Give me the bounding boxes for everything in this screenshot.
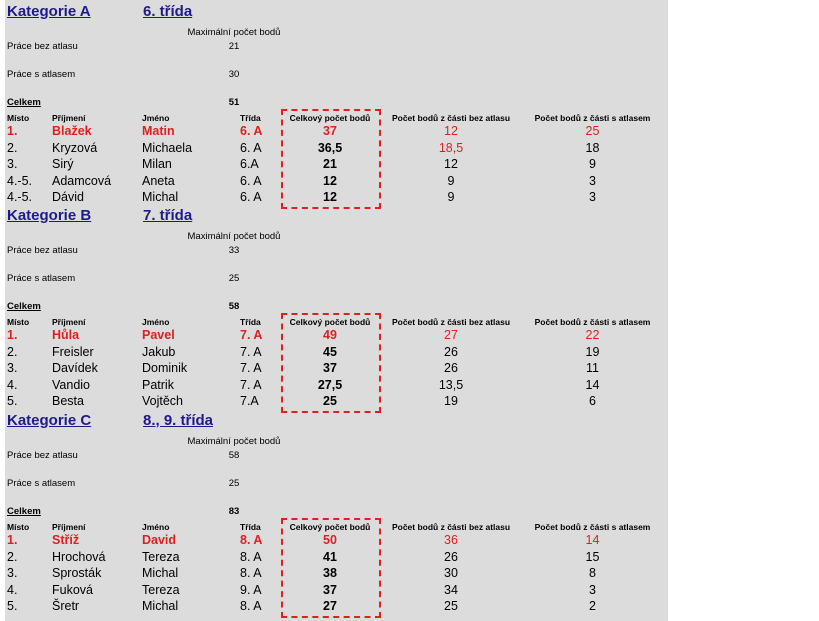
cat0-row1-prijmeni: Kryzová (52, 140, 98, 155)
cat0-row0-jmeno: Matin (142, 124, 175, 138)
cat0-row1-bez: 18,5 (438, 140, 464, 155)
cat1-row3-trida: 7. A (240, 377, 262, 392)
cat0-celkem-label: Celkem (7, 97, 41, 108)
cat0-row0-prijmeni: Blažek (52, 124, 92, 138)
cat2-row1-bez: 26 (444, 549, 458, 564)
cat2-row1-jmeno: Tereza (142, 549, 180, 564)
cat1-row4-jmeno: Vojtěch (142, 394, 184, 408)
cat2-title: Kategorie C (7, 412, 92, 429)
cat0-row1-trida: 6. A (240, 140, 262, 155)
cat2-hdr-misto: Místo (7, 522, 30, 532)
cat1-hdr-jmeno: Jméno (142, 317, 170, 327)
cat1-s-label: Práce s atlasem (7, 273, 76, 284)
cat2-hdr-celkovy: Celkový počet bodů (289, 522, 371, 532)
cat1-row1-trida: 7. A (240, 344, 262, 359)
cat1-row4-bez: 19 (444, 394, 458, 408)
cat2-row1-trida: 8. A (240, 549, 262, 564)
cat1-row2-bez: 26 (444, 361, 458, 375)
cat0-max-bez: 21 (228, 41, 240, 52)
cat0-title: Kategorie A (7, 3, 91, 20)
cat2-hdr-trida: Třída (240, 522, 261, 532)
cat1-row1-celkovy: 45 (323, 344, 337, 359)
cat0-row3-trida: 6. A (240, 173, 262, 188)
cat1-row0-misto: 1. (7, 328, 18, 342)
cat1-hdr-celkovy: Celkový počet bodů (289, 317, 371, 327)
cat0-row2-trida: 6.A (240, 157, 259, 171)
cat0-row0-trida: 6. A (240, 124, 263, 138)
cat0-row3-celkovy: 12 (323, 173, 337, 188)
cat1-title: Kategorie B (7, 207, 92, 224)
cat1-row2-jmeno: Dominik (142, 361, 188, 375)
cat1-max-s: 25 (228, 273, 240, 284)
cat0-row4-misto: 4.-5. (7, 190, 33, 204)
cat0-hdr-prijmeni: Příjmení (52, 113, 86, 123)
cat1-row2-prijmeni: Davídek (52, 361, 98, 375)
cat2-hdr-bez: Počet bodů z části bez atlasu (391, 522, 511, 532)
cat2-max-total: 83 (228, 506, 240, 517)
cat2-row3-trida: 9. A (240, 582, 262, 597)
cat2-row4-trida: 8. A (240, 599, 262, 613)
cat2-row0-s: 14 (585, 533, 600, 547)
cat2-row4-s: 2 (589, 599, 596, 613)
cat0-row0-s: 25 (585, 124, 600, 138)
cat1-row1-jmeno: Jakub (142, 344, 176, 359)
cat0-row4-jmeno: Michal (142, 190, 179, 204)
cat1-row1-bez: 26 (444, 344, 458, 359)
cat0-hdr-trida: Třída (240, 113, 261, 123)
cat2-row0-celkovy: 50 (323, 533, 337, 547)
cat1-row0-s: 22 (585, 328, 600, 342)
cat0-max-label: Maximální počet bodů (187, 27, 281, 38)
cat2-row2-bez: 30 (444, 566, 458, 580)
cat0-row1-celkovy: 36,5 (317, 140, 343, 155)
cat0-s-label: Práce s atlasem (7, 69, 76, 80)
cat0-row4-celkovy: 12 (323, 190, 337, 204)
cat2-row2-celkovy: 38 (323, 566, 337, 580)
cat0-row2-s: 9 (589, 157, 596, 171)
cat2-row3-s: 3 (589, 582, 596, 597)
cat1-row2-celkovy: 37 (323, 361, 337, 375)
cat0-row4-prijmeni: Dávid (52, 190, 84, 204)
cat0-hdr-jmeno: Jméno (142, 113, 170, 123)
cat0-hdr-s: Počet bodů z části s atlasem (534, 113, 651, 123)
cat2-hdr-jmeno: Jméno (142, 522, 170, 532)
cat2-row2-prijmeni: Sprosták (52, 566, 102, 580)
cat2-row4-jmeno: Michal (142, 599, 179, 613)
cat2-row0-bez: 36 (444, 533, 458, 547)
cat1-row0-bez: 27 (444, 328, 458, 342)
cat2-row0-misto: 1. (7, 533, 18, 547)
cat2-row1-s: 15 (585, 549, 600, 564)
cat2-row1-celkovy: 41 (323, 549, 337, 564)
cat1-row1-misto: 2. (7, 344, 18, 359)
cat0-bez-label: Práce bez atlasu (7, 41, 78, 52)
cat1-hdr-bez: Počet bodů z části bez atlasu (391, 317, 511, 327)
cat1-row1-s: 19 (585, 344, 600, 359)
cat0-hdr-bez: Počet bodů z části bez atlasu (391, 113, 511, 123)
cat0-row4-bez: 9 (447, 190, 455, 204)
cat2-row0-jmeno: David (142, 533, 177, 547)
cat0-row0-bez: 12 (444, 124, 458, 138)
cat0-row2-prijmeni: Sirý (52, 157, 74, 171)
cat2-row3-misto: 4. (7, 582, 18, 597)
cat2-row2-trida: 8. A (240, 566, 262, 580)
cat1-row2-trida: 7. A (240, 361, 262, 375)
cat1-row3-jmeno: Patrik (142, 377, 174, 392)
cat0-row2-misto: 3. (7, 157, 18, 171)
cat0-row3-misto: 4.-5. (7, 173, 33, 188)
cat0-hdr-celkovy: Celkový počet bodů (289, 113, 371, 123)
cat1-row3-prijmeni: Vandio (52, 377, 90, 392)
cat2-row3-bez: 34 (444, 582, 458, 597)
cat1-grade: 7. třída (143, 207, 193, 224)
cat2-row2-s: 8 (589, 566, 596, 580)
cat1-row4-s: 6 (589, 394, 596, 408)
cat1-row4-prijmeni: Besta (52, 394, 84, 408)
cat2-hdr-s: Počet bodů z části s atlasem (534, 522, 651, 532)
cat1-max-total: 58 (228, 301, 240, 312)
cat1-row0-jmeno: Pavel (142, 328, 175, 342)
cat2-row4-bez: 25 (444, 599, 458, 613)
cat1-row3-misto: 4. (7, 377, 18, 392)
cat2-row1-misto: 2. (7, 549, 18, 564)
cat2-row0-trida: 8. A (240, 533, 263, 547)
cat2-row4-prijmeni: Šretr (52, 599, 80, 613)
cat1-hdr-trida: Třída (240, 317, 261, 327)
cat1-hdr-prijmeni: Příjmení (52, 317, 86, 327)
cat1-celkem-label: Celkem (7, 301, 41, 312)
cat0-row4-s: 3 (589, 190, 596, 204)
cat1-row4-celkovy: 25 (323, 394, 337, 408)
cat2-row4-misto: 5. (7, 599, 18, 613)
cat0-row3-prijmeni: Adamcová (52, 173, 112, 188)
cat0-row0-misto: 1. (7, 124, 18, 138)
cat0-grade: 6. třída (143, 3, 193, 20)
cat1-row1-prijmeni: Freisler (52, 344, 94, 359)
cat1-row3-bez: 13,5 (438, 377, 464, 392)
cat0-row3-jmeno: Aneta (142, 173, 175, 188)
cat0-row1-jmeno: Michaela (142, 140, 193, 155)
cat2-row3-prijmeni: Fuková (52, 582, 93, 597)
cat1-hdr-misto: Místo (7, 317, 30, 327)
cat0-row0-celkovy: 37 (323, 124, 337, 138)
cat2-s-label: Práce s atlasem (7, 478, 76, 489)
cat0-row3-bez: 9 (447, 173, 455, 188)
cat2-celkem-label: Celkem (7, 506, 41, 517)
cat1-row0-prijmeni: Hůla (52, 328, 80, 342)
cat0-hdr-misto: Místo (7, 113, 30, 123)
cat1-row0-trida: 7. A (240, 328, 263, 342)
cat0-row4-trida: 6. A (240, 190, 262, 204)
cat0-row1-misto: 2. (7, 140, 18, 155)
cat2-max-bez: 58 (228, 450, 240, 461)
cat2-row3-celkovy: 37 (323, 582, 337, 597)
cat1-row4-trida: 7.A (240, 394, 259, 408)
cat1-row2-misto: 3. (7, 361, 18, 375)
cat1-bez-label: Práce bez atlasu (7, 245, 78, 256)
cat1-row4-misto: 5. (7, 394, 18, 408)
cat0-max-total: 51 (228, 97, 240, 108)
cat2-row2-misto: 3. (7, 566, 18, 580)
cat1-row3-celkovy: 27,5 (317, 377, 343, 392)
cat2-hdr-prijmeni: Příjmení (52, 522, 86, 532)
cat0-max-s: 30 (228, 69, 240, 80)
cat2-row4-celkovy: 27 (323, 599, 337, 613)
cat1-max-label: Maximální počet bodů (187, 231, 281, 242)
cat2-row2-jmeno: Michal (142, 566, 179, 580)
cat1-row2-s: 11 (586, 361, 599, 375)
cat0-row2-bez: 12 (444, 157, 458, 171)
spreadsheet (5, 0, 668, 621)
cat2-bez-label: Práce bez atlasu (7, 450, 78, 461)
cat0-row2-jmeno: Milan (142, 157, 172, 171)
cat2-max-label: Maximální počet bodů (187, 436, 281, 447)
cat0-row2-celkovy: 21 (323, 157, 337, 171)
cat2-row3-jmeno: Tereza (142, 582, 180, 597)
cat1-row3-s: 14 (585, 377, 600, 392)
cat2-row1-prijmeni: Hrochová (52, 549, 106, 564)
cat1-row0-celkovy: 49 (323, 328, 337, 342)
cat2-grade: 8., 9. třída (143, 412, 214, 429)
cat0-row1-s: 18 (585, 140, 600, 155)
cat2-max-s: 25 (228, 478, 240, 489)
cat0-row3-s: 3 (589, 173, 596, 188)
cat1-max-bez: 33 (228, 245, 240, 256)
cat2-row0-prijmeni: Stříž (52, 533, 80, 547)
cat1-hdr-s: Počet bodů z části s atlasem (534, 317, 651, 327)
